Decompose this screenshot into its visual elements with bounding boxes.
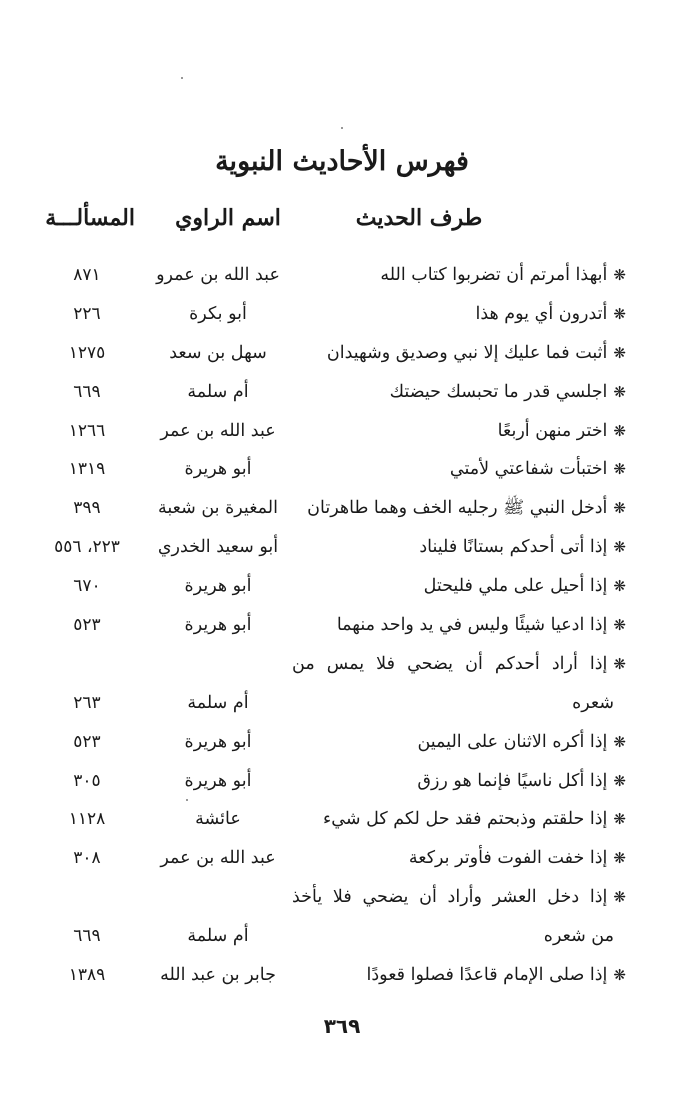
asterisk-icon: ❋ bbox=[613, 966, 626, 985]
hadith-text-continued: شعره bbox=[572, 692, 614, 713]
asterisk-icon: ❋ bbox=[613, 304, 626, 323]
asterisk-icon: ❋ bbox=[613, 654, 626, 673]
hadith-text: ❋إذا صلى الإمام قاعدًا فصلوا قعودًا bbox=[367, 956, 626, 995]
list-item bbox=[0, 645, 684, 684]
asterisk-icon: ❋ bbox=[613, 382, 626, 401]
issue-number: ١٣١٩ bbox=[68, 459, 106, 480]
list-item bbox=[0, 450, 684, 489]
page-title: فهرس الأحاديث النبوية bbox=[215, 146, 469, 177]
list-item bbox=[0, 956, 684, 995]
list-item bbox=[0, 762, 684, 801]
list-item bbox=[0, 800, 684, 839]
list-item bbox=[0, 878, 684, 917]
hadith-text: ❋إذا أتى أحدكم بستانًا فليناد bbox=[419, 528, 626, 567]
asterisk-icon: ❋ bbox=[613, 460, 626, 479]
issue-number: ٢٢٣، ٥٥٦ bbox=[54, 537, 120, 558]
list-item bbox=[0, 917, 684, 956]
issue-number: ٣٩٩ bbox=[73, 498, 101, 519]
narrator-name: أبو بكرة bbox=[189, 303, 247, 324]
hadith-index-list bbox=[0, 256, 684, 995]
list-item bbox=[0, 373, 684, 412]
hadith-text: ❋أدخل النبي ﷺ رجليه الخف وهما طاهرتان bbox=[307, 489, 626, 528]
hadith-text: ❋اختبأت شفاعتي لأمتي bbox=[450, 450, 626, 489]
narrator-name: عبد الله بن عمرو bbox=[156, 265, 280, 285]
issue-number: ٢٢٦ bbox=[73, 303, 101, 324]
asterisk-icon: ❋ bbox=[613, 732, 626, 751]
hadith-text: ❋اختر منهن أربعًا bbox=[498, 412, 626, 451]
list-item bbox=[0, 684, 684, 723]
issue-number: ٦٧٠ bbox=[73, 576, 101, 597]
header-narrator: اسم الراوي bbox=[175, 205, 281, 231]
list-item bbox=[0, 528, 684, 567]
narrator-name: عائشة bbox=[195, 809, 241, 830]
column-headers bbox=[0, 198, 684, 238]
issue-number: ٢٦٣ bbox=[73, 692, 101, 713]
asterisk-icon: ❋ bbox=[613, 771, 626, 790]
narrator-name: أبو هريرة bbox=[184, 576, 252, 597]
issue-number: ٦٦٩ bbox=[73, 381, 101, 402]
asterisk-icon: ❋ bbox=[613, 577, 626, 596]
scan-speck bbox=[341, 127, 343, 129]
issue-number: ٣٠٨ bbox=[73, 848, 101, 869]
asterisk-icon: ❋ bbox=[613, 266, 626, 284]
narrator-name: عبد الله بن عمر bbox=[160, 420, 276, 441]
asterisk-icon: ❋ bbox=[613, 888, 626, 907]
hadith-text: ❋أبهذا أمرتم أن تضربوا كتاب الله bbox=[380, 256, 626, 295]
list-item bbox=[0, 839, 684, 878]
list-item bbox=[0, 334, 684, 373]
page-number: ٣٦٩ bbox=[323, 1014, 361, 1038]
asterisk-icon: ❋ bbox=[613, 538, 626, 557]
issue-number: ٥٢٣ bbox=[73, 731, 101, 752]
narrator-name: أم سلمة bbox=[187, 926, 249, 947]
narrator-name: سهل بن سعد bbox=[169, 342, 267, 363]
scan-speck bbox=[181, 77, 183, 79]
narrator-name: أم سلمة bbox=[187, 381, 249, 402]
header-issue: المسألـــة bbox=[45, 205, 135, 231]
list-item bbox=[0, 606, 684, 645]
hadith-text: ❋إذا ادعيا شيئًا وليس في يد واحد منهما bbox=[337, 606, 626, 645]
hadith-text: ❋إذا أكل ناسيًا فإنما هو رزق bbox=[417, 762, 626, 801]
list-item bbox=[0, 489, 684, 528]
narrator-name: عبد الله بن عمر bbox=[160, 848, 276, 869]
hadith-text: ❋إذا أحيل على ملي فليحتل bbox=[424, 567, 626, 606]
narrator-name: أبو هريرة bbox=[184, 770, 252, 791]
hadith-text: ❋إذا دخل العشر وأراد أن يضحي فلا يأخذ bbox=[292, 878, 626, 917]
narrator-name: أم سلمة bbox=[187, 692, 249, 713]
asterisk-icon: ❋ bbox=[613, 343, 626, 362]
narrator-name: أبو هريرة bbox=[184, 459, 252, 480]
narrator-name: جابر بن عبد الله bbox=[160, 965, 276, 986]
hadith-text: ❋أثبت فما عليك إلا نبي وصديق وشهيدان bbox=[327, 334, 626, 373]
hadith-text: ❋إذا أراد أحدكم أن يضحي فلا يمس من bbox=[292, 645, 626, 684]
list-item bbox=[0, 567, 684, 606]
issue-number: ١٢٦٦ bbox=[68, 420, 106, 441]
asterisk-icon: ❋ bbox=[613, 810, 626, 829]
narrator-name: أبو سعيد الخدري bbox=[157, 537, 279, 558]
list-item bbox=[0, 295, 684, 334]
header-hadith: طرف الحديث bbox=[355, 205, 483, 231]
issue-number: ١١٢٨ bbox=[68, 809, 106, 830]
hadith-text: ❋أتدرون أي يوم هذا bbox=[475, 295, 626, 334]
issue-number: ١٢٧٥ bbox=[68, 342, 106, 363]
list-item bbox=[0, 256, 684, 295]
issue-number: ١٣٨٩ bbox=[68, 965, 106, 986]
issue-number: ٦٦٩ bbox=[73, 926, 101, 947]
asterisk-icon: ❋ bbox=[613, 616, 626, 635]
issue-number: ٥٢٣ bbox=[73, 615, 101, 636]
hadith-text: ❋إذا أكره الاثنان على اليمين bbox=[417, 723, 626, 762]
hadith-text: ❋إذا حلقتم وذبحتم فقد حل لكم كل شيء bbox=[323, 800, 626, 839]
issue-number: ٣٠٥ bbox=[73, 770, 101, 791]
narrator-name: أبو هريرة bbox=[184, 615, 252, 636]
asterisk-icon: ❋ bbox=[613, 849, 626, 868]
asterisk-icon: ❋ bbox=[613, 421, 626, 440]
asterisk-icon: ❋ bbox=[613, 499, 626, 518]
list-item bbox=[0, 412, 684, 451]
narrator-name: المغيرة بن شعبة bbox=[158, 498, 278, 519]
list-item bbox=[0, 723, 684, 762]
hadith-text: ❋اجلسي قدر ما تحبسك حيضتك bbox=[390, 373, 626, 412]
hadith-text: ❋إذا خفت الفوت فأوتر بركعة bbox=[409, 839, 626, 878]
narrator-name: أبو هريرة bbox=[184, 731, 252, 752]
issue-number: ٨٧١ bbox=[73, 265, 101, 285]
hadith-text-continued: من شعره bbox=[543, 926, 614, 947]
